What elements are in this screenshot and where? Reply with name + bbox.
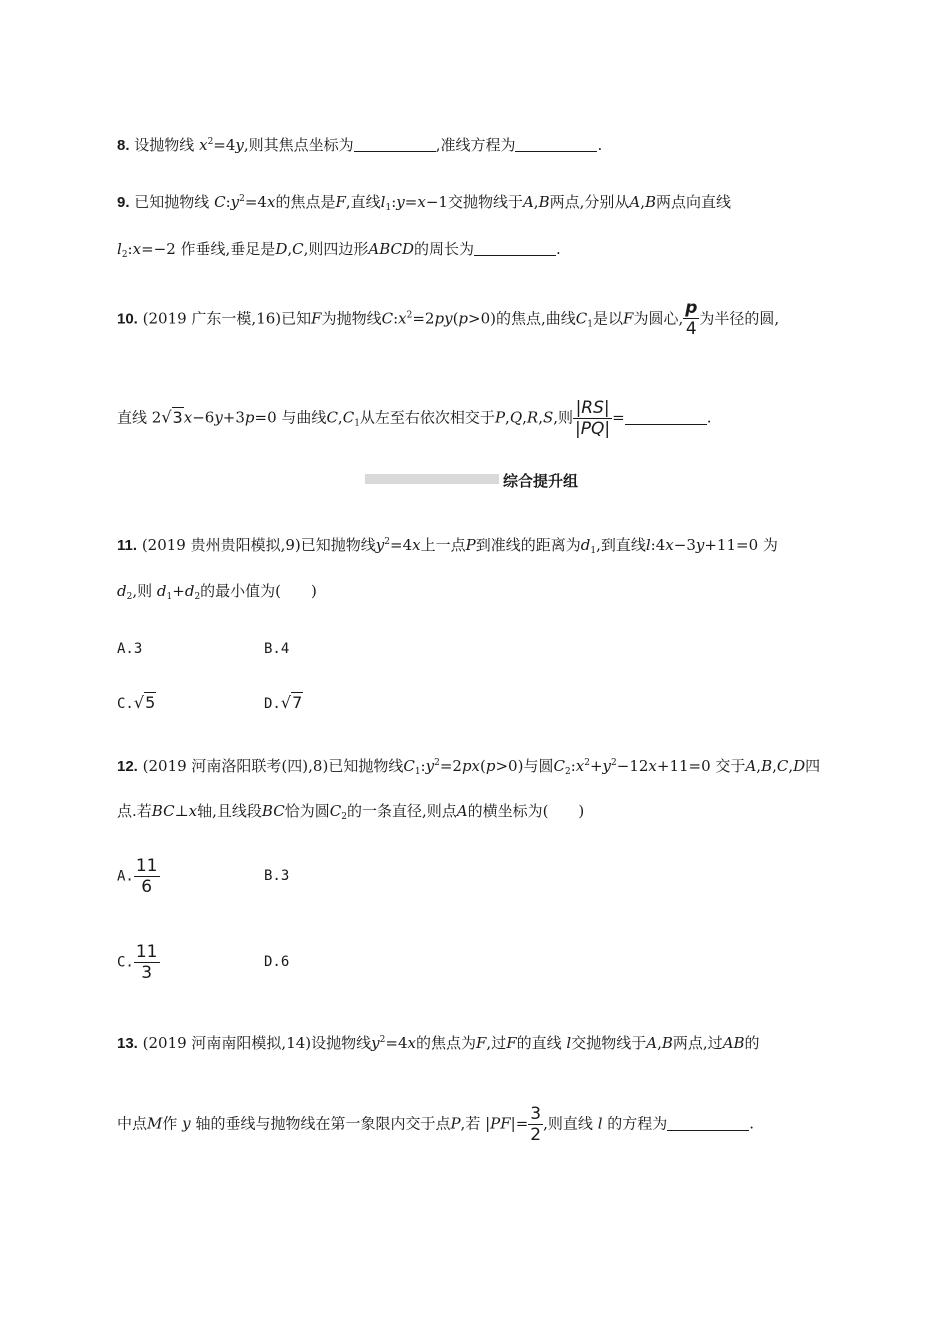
option-d[interactable]: D.√7 <box>264 693 303 712</box>
question-12: 12. (2019 河南洛阳联考(四),8)已知抛物线$C_1:y^2=2px(p>0)$与圆$C_2:x^2+y^2-12x+11=0$ 交于A,B,C,D四 <box>117 757 821 777</box>
answer-blank[interactable] <box>625 410 707 425</box>
answer-blank[interactable] <box>354 137 436 152</box>
question-source: (2019 贵州贵阳模拟,9) <box>141 536 301 554</box>
sqrt-symbol: √7 <box>280 693 303 712</box>
answer-blank[interactable] <box>667 1116 749 1131</box>
question-10-line-2: 直线 2√3x−6y+3p=0 与曲线$C,C_1$从左至右依次相交于P,Q,R,S,则 $\frac{|RS|}{|PQ|}$ = . <box>117 398 712 439</box>
question-number: 10. <box>117 310 138 328</box>
option-b[interactable]: B.4 <box>264 641 290 657</box>
question-12-line-2: 点.若BC⊥x轴,且线段BC恰为圆$C_2$的一条直径,则点A的横坐标为( ) <box>117 802 585 822</box>
question-number: 11. <box>117 537 138 554</box>
fraction: $\frac{|RS|}{|PQ|}$ <box>575 398 611 439</box>
option-c[interactable]: C. $\frac{11}{3}$ <box>117 942 158 983</box>
question-11-line-2: $d_2$,则 $d_1+d_2$的最小值为( ) <box>117 582 317 602</box>
question-number: 9. <box>117 194 130 211</box>
option-c[interactable]: C.√5 <box>117 693 156 712</box>
section-title: 综合提升组 <box>503 472 579 490</box>
option-b[interactable]: B.3 <box>264 868 290 884</box>
question-8: 8. 设抛物线 $x^2=4y$,则其焦点坐标为 ,准线方程为 . <box>117 136 603 154</box>
fraction: $\frac{p}{4}$ <box>685 298 698 339</box>
question-number: 8. <box>117 137 130 154</box>
fraction: $\frac{3}{2}$ <box>530 1104 542 1145</box>
option-d[interactable]: D.6 <box>264 954 290 970</box>
fraction: $\frac{11}{3}$ <box>135 942 158 983</box>
answer-blank[interactable] <box>515 137 597 152</box>
question-9-line-2: $l_2:x=-2$ 作垂线,垂足是D,C,则四边形ABCD的周长为 . <box>117 240 561 260</box>
question-source: (2019 广东一模,16) <box>142 309 282 328</box>
question-13: 13. (2019 河南南阳模拟,14)设抛物线$y^2=4x$的焦点为F,过F的直线 l交抛物线于A,B两点,过AB的 <box>117 1034 760 1052</box>
question-number: 13. <box>117 1035 138 1052</box>
sqrt-symbol: √5 <box>133 693 156 712</box>
question-13-line-2: 中点M作 y 轴的垂线与抛物线在第一象限内交于点P,若 |PF|= $\frac{3}{2}$ ,则直线 l 的方程为 . <box>117 1104 755 1145</box>
question-source: (2019 河南南阳模拟,14) <box>142 1034 312 1052</box>
section-divider-bar <box>365 474 499 484</box>
sqrt-symbol: √3 <box>161 407 183 427</box>
question-11: 11. (2019 贵州贵阳模拟,9)已知抛物线$y^2=4x$上一点P到准线的距离为$d_1$,到直线l:4x−3y+11=0 为 <box>117 536 778 556</box>
option-a[interactable]: A. $\frac{11}{6}$ <box>117 856 158 897</box>
option-a[interactable]: A.3 <box>117 641 143 657</box>
question-9: 9. 已知抛物线 $C:y^2=4x$的焦点是F,直线$l_1:y=x-1$交抛物线于A,B两点,分别从A,B两点向直线 <box>117 193 732 213</box>
fraction: $\frac{11}{6}$ <box>135 856 158 897</box>
answer-blank[interactable] <box>474 241 556 256</box>
question-10: 10. (2019 广东一模,16)已知F为抛物线$C:x^2=2py(p>0)$的焦点,曲线$C_1$是以F为圆心, $\frac{p}{4}$ 为半径的圆, <box>117 298 780 339</box>
question-number: 12. <box>117 758 138 775</box>
question-source: (2019 河南洛阳联考(四),8) <box>142 757 329 775</box>
